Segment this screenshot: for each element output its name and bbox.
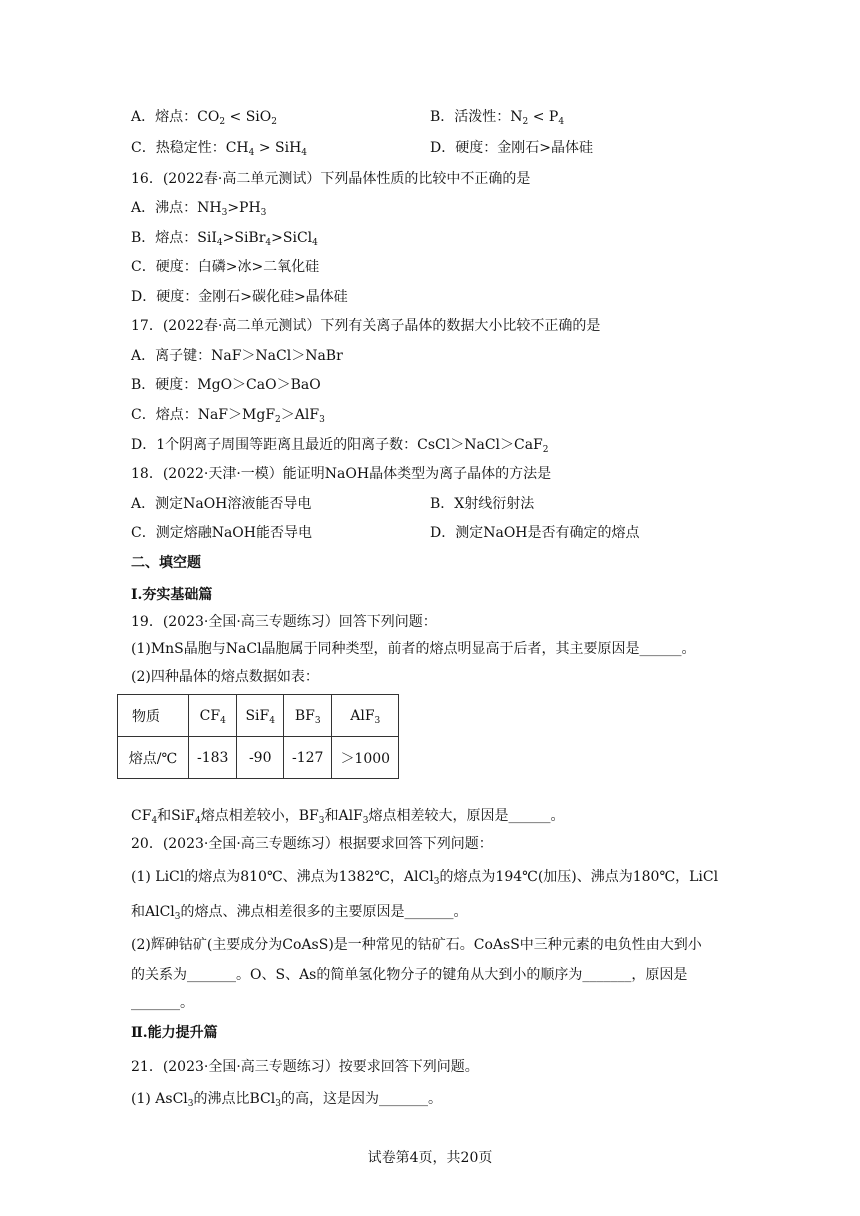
table-cell: ＞1000 (332, 737, 399, 779)
table-header-cell: 物质 (118, 695, 189, 737)
q17-stem: 17．(2022春·高二单元测试）下列有关离子晶体的数据大小比较不正确的是 (131, 318, 601, 334)
section-heading: 二、填空题 (131, 555, 201, 571)
q21-line-1: (1) AsCl$_3$的沸点比BCl$_3$的高，这是因为_______。 (131, 1091, 442, 1109)
q20-line-3: (2)辉砷钴矿(主要成分为CoAsS)是一种常见的钴矿石。CoAsS中三种元素的电负性由大到小 (131, 937, 702, 953)
table-header-cell: AlF$_3$ (332, 695, 399, 737)
q16-option-d: D．硬度：金刚石>碳化硅>晶体硅 (131, 289, 348, 305)
q17-option-d: D．1个阴离子周围等距离且最近的阳离子数：CsCl＞NaCl＞CaF$_2$ (131, 437, 549, 455)
q18-option-d: D．测定NaOH是否有确定的熔点 (430, 525, 640, 541)
q19-stem: 19．(2023·全国·高三专题练习）回答下列问题： (131, 614, 437, 630)
q17-option-c: C．熔点：NaF＞MgF$_2$＞AlF$_3$ (131, 407, 325, 425)
q16-option-b: B．熔点：SiI$_4$>SiBr$_4$>SiCl$_4$ (131, 230, 318, 248)
part-heading-1: Ⅰ.夯实基础篇 (131, 587, 213, 603)
page-footer: 试卷第4页，共20页 (367, 1150, 493, 1166)
part-heading-2: Ⅱ.能力提升篇 (131, 1025, 218, 1041)
table-cell: 熔点/℃ (118, 737, 189, 779)
q16-option-c: C．硬度：白磷>冰>二氧化硅 (131, 259, 320, 275)
table-row (118, 695, 399, 737)
q18-stem: 18．(2022·天津·一模）能证明NaOH晶体类型为离子晶体的方法是 (131, 466, 552, 482)
table-header-cell: $CF_4$ (189, 695, 237, 737)
table-header-cell: $BF_3$ (283, 695, 331, 737)
q21-stem: 21．(2023·全国·高三专题练习）按要求回答下列问题。 (131, 1059, 479, 1075)
q16-stem: 16．(2022春·高二单元测试）下列晶体性质的比较中不正确的是 (131, 171, 531, 187)
q17-option-a: A．离子键：NaF＞NaCl＞NaBr (131, 348, 343, 364)
q17-option-b: B．硬度：MgO＞CaO＞BaO (131, 377, 321, 393)
melting-point-table (117, 694, 399, 779)
table-cell: -90 (237, 737, 284, 779)
q15-option-b: B．活泼性：$N_2 < P_4$ (430, 109, 565, 127)
q19-part2: (2)四种晶体的熔点数据如表： (131, 669, 319, 685)
q18-option-a: A．测定NaOH溶液能否导电 (131, 496, 312, 512)
q20-line-1: (1) LiCl的熔点为810℃、沸点为1382℃，AlCl$_3$的熔点为194℃(加压)、沸点为180℃，LiCl (131, 869, 719, 887)
q20-line-2: 和AlCl$_3$的熔点、沸点相差很多的主要原因是_______。 (131, 904, 468, 922)
q18-option-c: C．测定熔融NaOH能否导电 (131, 525, 312, 541)
table-header-cell: SiF$_4$ (237, 695, 284, 737)
q15-option-a: A．熔点：$CO_2 < SiO_2$ (131, 109, 277, 127)
q15-option-d: D．硬度：金刚石>晶体硅 (430, 140, 593, 156)
q20-stem: 20．(2023·全国·高三专题练习）根据要求回答下列问题： (131, 836, 493, 852)
q20-line-5: _______。 (131, 995, 194, 1011)
q19-part3: $CF_4$和SiF$_4$熔点相差较小，$BF_3$和AlF$_3$熔点相差较大，原因是______。 (131, 808, 565, 826)
q15-option-c: C．热稳定性：$CH_4 > SiH_4$ (131, 140, 308, 158)
q20-line-4: 的关系为_______。O、S、As的简单氢化物分子的键角从大到小的顺序为_______，原因是 (131, 967, 688, 983)
table-row (118, 737, 399, 779)
table-cell: -127 (283, 737, 331, 779)
q18-option-b: B．X射线衍射法 (430, 496, 535, 512)
q19-part1: (1)MnS晶胞与NaCl晶胞属于同种类型，前者的熔点明显高于后者，其主要原因是______。 (131, 641, 696, 657)
table-cell: -183 (189, 737, 237, 779)
q16-option-a: A．沸点：$NH_3>PH_3$ (131, 200, 267, 218)
